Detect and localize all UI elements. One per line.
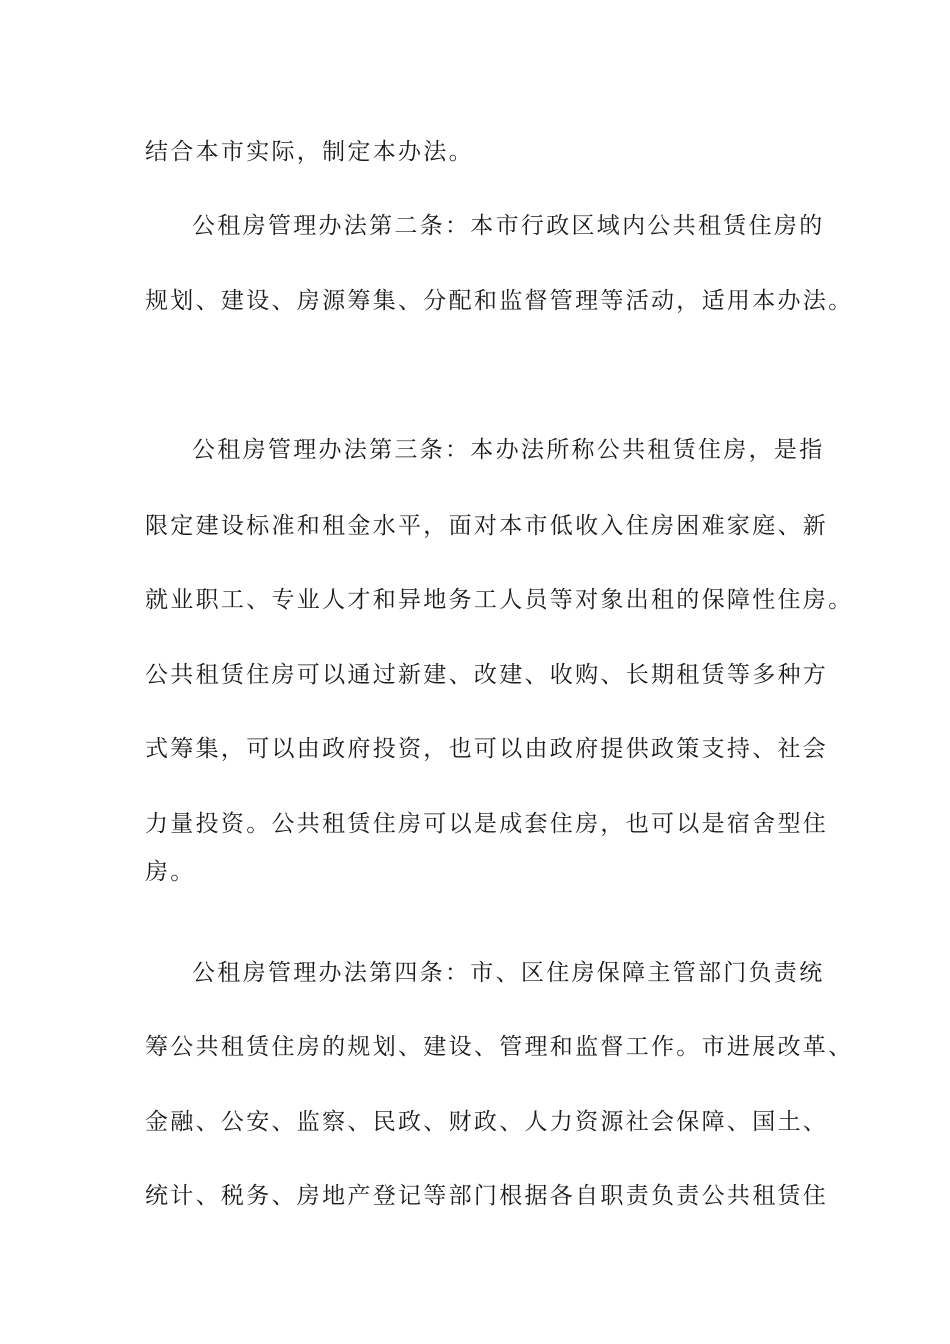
paragraph-line: 力量投资。公共租赁住房可以是成套住房，也可以是宿舍型住 [145,811,829,837]
paragraph-line: 金融、公安、监察、民政、财政、人力资源社会保障、国土、 [145,1109,829,1135]
paragraph-line: 房。 [145,859,196,885]
paragraph-line: 规划、建设、房源筹集、分配和监督管理等活动，适用本办法。 [145,288,854,314]
paragraph-line: 结合本市实际，制定本办法。 [145,139,474,165]
paragraph-line: 式筹集，可以由政府投资，也可以由政府提供政策支持、社会 [145,736,829,762]
paragraph-line: 限定建设标准和租金水平，面对本市低收入住房困难家庭、新 [145,513,829,539]
paragraph-line: 就业职工、专业人才和异地务工人员等对象出租的保障性住房。 [145,587,854,613]
article-4-line: 公租房管理办法第四条：市、区住房保障主管部门负责统 [192,960,825,986]
article-3-line: 公租房管理办法第三条：本办法所称公共租赁住房，是指 [192,437,825,463]
paragraph-line: 筹公共租赁住房的规划、建设、管理和监督工作。市进展改革、 [145,1034,854,1060]
article-2-line: 公租房管理办法第二条：本市行政区域内公共租赁住房的 [192,213,825,239]
paragraph-line: 公共租赁住房可以通过新建、改建、收购、长期租赁等多种方 [145,662,829,688]
paragraph-line: 统计、税务、房地产登记等部门根据各自职责负责公共租赁住 [145,1183,829,1209]
